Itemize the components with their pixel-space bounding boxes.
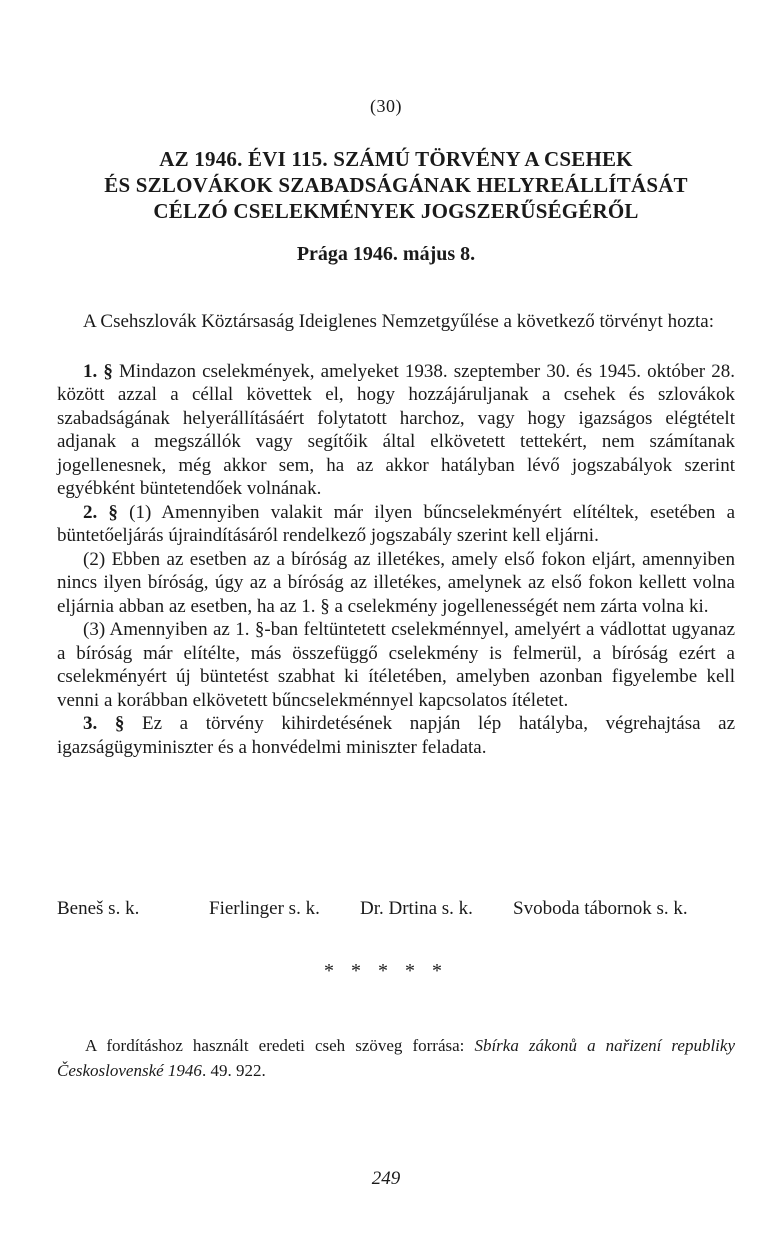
place-date: Prága 1946. május 8.	[296, 243, 476, 265]
section-2-paragraph-2: (2) Ebben az esetben az a bíróság az illetékes, amely első fokon eljárt, amennyiben nincs ilyen bíróság, úgy az a bíróság az illetékes, amelynek az első fokon kellett volna eljárnia abban az esetben, ha az 1. § a cselekmény jogellenességét nem zárta volna ki.	[57, 548, 735, 617]
section-text: (1) Amennyiben valakit már ilyen bűncselekményért elítéltek, esetében a büntetőeljárás újraindításáról rendelkező jogszabály szerint kell eljárni.	[57, 501, 736, 546]
signature-benes: Beneš s. k.	[57, 898, 140, 919]
section-text: Mindazon cselekmények, amelyeket 1938. szeptember 30. és 1945. október 28. között azzal a céllal követtek el, hogy hozzájáruljanak a csehek és szlovákok szabadságának helyerállításáért folytatott harchoz, vagy hogy igazságos elégtételt adjanak a megszállók vagy segítőik által elkövetett tettekért, nem számítanak jogellenesnek, még akkor sem, ha az akkor hatályban lévő jogszabályok szerint egyébként büntetendőek volnának.	[57, 360, 736, 499]
section-number: 2. §	[83, 501, 118, 523]
signature-line	[57, 898, 737, 924]
law-title	[60, 146, 732, 224]
signature-fierlinger: Fierlinger s. k.	[209, 898, 320, 919]
footnote-suffix: . 49. 922.	[201, 1061, 266, 1080]
law-body	[57, 310, 735, 759]
section-separator: * * * * *	[324, 960, 448, 982]
page-number: 249	[371, 1168, 401, 1189]
law-title-line-3: CÉLZÓ CSELEKMÉNYEK JOGSZERŰSÉGÉRŐL	[153, 199, 639, 223]
page-marker: (30)	[370, 96, 402, 116]
footnote-source-title: Sbírka zákonů a nařizení republiky Československé 1946	[57, 1036, 735, 1080]
section-1	[57, 360, 735, 501]
section-2-paragraph-1	[57, 501, 735, 548]
section-2-paragraph-3: (3) Amennyiben az 1. §-ban feltüntetett cselekménnyel, amelyért a vádlottat ugyanaz a bíróság már elítélte, más összefüggő cselekmény is felmerül, a bíróság ezért a cselekményért új büntetést szabhat ki ítéletében, amelyben azonban figyelembe kell venni a korábban elkövetett bűncselekménnyel kapcsolatos ítéletet.	[57, 619, 735, 711]
section-text: Ez a törvény kihirdetésének napján lép hatályba, végrehajtása az igazságügyminiszter és a honvédelmi miniszter feladata.	[57, 713, 736, 758]
section-3	[57, 712, 735, 759]
source-footnote	[57, 1033, 735, 1083]
signature-drtina: Dr. Drtina s. k.	[360, 898, 473, 919]
footnote-prefix: A fordításhoz használt eredeti cseh szöveg forrása:	[85, 1036, 475, 1055]
law-title-line-1: AZ 1946. ÉVI 115. SZÁMÚ TÖRVÉNY A CSEHEK	[159, 147, 633, 171]
law-title-line-2: ÉS SZLOVÁKOK SZABADSÁGÁNAK HELYREÁLLÍTÁSÁT	[104, 173, 688, 197]
preamble: A Csehszlovák Köztársaság Ideiglenes Nemzetgyűlése a következő törvényt hozta:	[83, 311, 715, 332]
signature-svoboda: Svoboda tábornok s. k.	[513, 898, 688, 919]
section-number: 3. §	[83, 713, 125, 734]
section-number: 1. §	[83, 360, 113, 382]
